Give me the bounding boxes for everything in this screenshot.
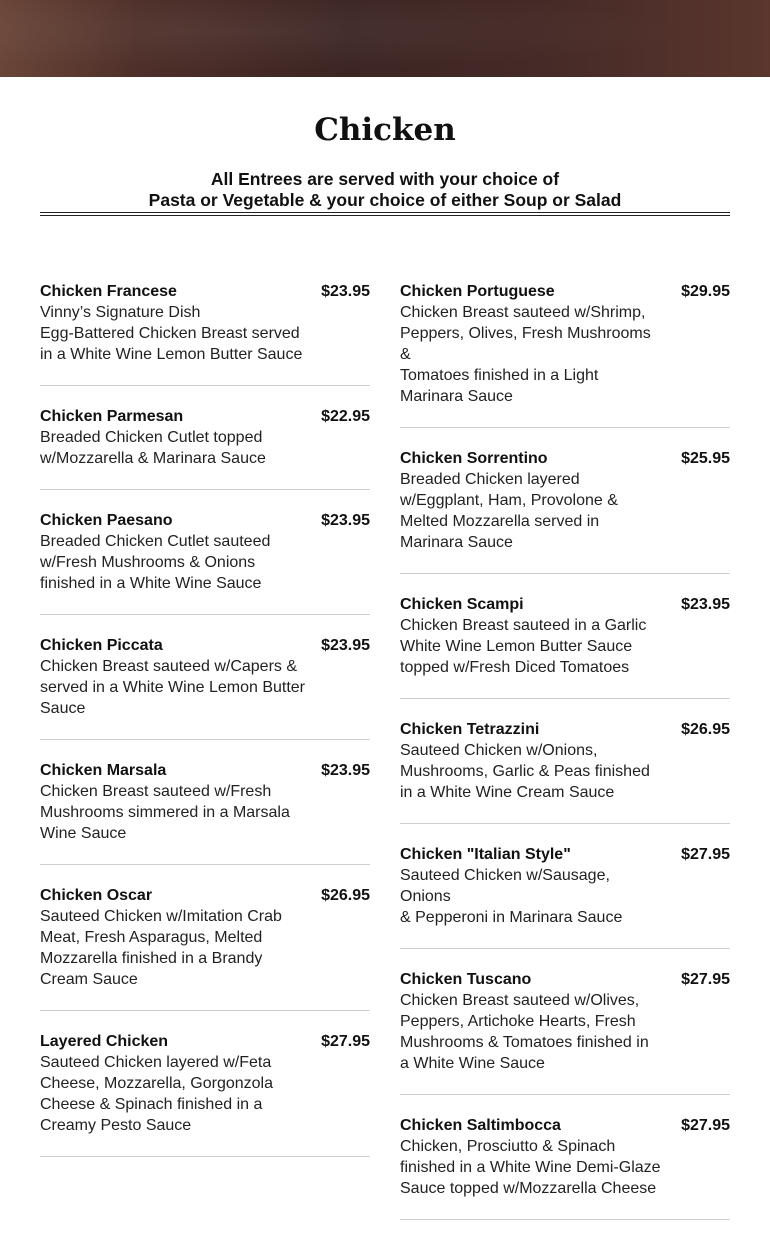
entree-note [40, 169, 730, 211]
menu-item-name: Chicken Piccata [40, 637, 163, 654]
menu-item-price: $29.95 [681, 283, 730, 300]
menu-column-right [400, 281, 730, 1240]
menu-item [40, 510, 370, 615]
menu-item-name: Chicken Tuscano [400, 971, 532, 988]
entree-note-line-2: Pasta or Vegetable & your choice of either Soup or Salad [148, 190, 622, 210]
menu-item-name: Chicken Oscar [40, 887, 153, 904]
menu-item-name: Chicken Francese [40, 283, 177, 300]
menu-item-name: Chicken Parmesan [40, 408, 184, 425]
menu-item-name: Chicken Tetrazzini [400, 721, 540, 738]
menu-item [40, 760, 370, 865]
menu-item-price: $23.95 [321, 637, 370, 654]
menu-item-description: Sauteed Chicken w/Sausage, Onions & Pepperoni in Marinara Sauce [400, 867, 623, 926]
page-title: Chicken [314, 112, 456, 148]
menu-item-description: Chicken Breast sauteed in a Garlic White Wine Lemon Butter Sauce topped w/Fresh Diced Tomatoes [400, 617, 647, 676]
menu-item-price: $23.95 [321, 762, 370, 779]
menu-item [400, 281, 730, 428]
menu-item-name: Chicken Marsala [40, 762, 167, 779]
menu-item [400, 969, 730, 1095]
header-divider [40, 212, 730, 216]
menu-item [400, 1115, 730, 1220]
menu-item [40, 635, 370, 740]
menu-item-name: Chicken Scampi [400, 596, 524, 613]
menu-item-name: Chicken Portuguese [400, 283, 555, 300]
menu-item-description: Chicken Breast sauteed w/Shrimp, Peppers, Olives, Fresh Mushrooms & Tomatoes finished in a Light Marinara Sauce [400, 304, 651, 405]
menu-item-description: Sauteed Chicken layered w/Feta Cheese, Mozzarella, Gorgonzola Cheese & Spinach finished in a Creamy Pesto Sauce [40, 1054, 274, 1134]
menu-item-price: $27.95 [681, 846, 730, 863]
menu-column-left [40, 281, 370, 1177]
menu-item-description: Sauteed Chicken w/Onions, Mushrooms, Garlic & Peas finished in a White Wine Cream Sauce [400, 742, 650, 801]
menu-item-description: Sauteed Chicken w/Imitation Crab Meat, Fresh Asparagus, Melted Mozzarella finished in a Brandy Cream Sauce [40, 908, 282, 988]
menu-item-description: Chicken Breast sauteed w/Fresh Mushrooms simmered in a Marsala Wine Sauce [40, 783, 290, 842]
menu-item-price: $26.95 [321, 887, 370, 904]
menu-item-description: Breaded Chicken Cutlet sauteed w/Fresh Mushrooms & Onions finished in a White Wine Sauce [40, 533, 271, 592]
menu-item-name: Chicken Paesano [40, 512, 173, 529]
menu-item-description: Breaded Chicken Cutlet topped w/Mozzarella & Marinara Sauce [40, 429, 266, 467]
menu-item [40, 281, 370, 386]
menu-item-name: Chicken Sorrentino [400, 450, 548, 467]
menu-item-price: $23.95 [321, 512, 370, 529]
menu-item [40, 1031, 370, 1157]
header-banner-image [0, 0, 770, 77]
menu-item-price: $25.95 [681, 450, 730, 467]
menu-item-price: $26.95 [681, 721, 730, 738]
menu-item-price: $22.95 [321, 408, 370, 425]
menu-item-price: $23.95 [681, 596, 730, 613]
menu-item-name: Chicken "Italian Style" [400, 846, 571, 863]
menu-item-name: Layered Chicken [40, 1033, 169, 1050]
menu-item [40, 406, 370, 490]
menu-item [400, 844, 730, 949]
menu-item-description: Chicken Breast sauteed w/Capers & served in a White Wine Lemon Butter Sauce [40, 658, 306, 717]
menu-item [400, 448, 730, 574]
menu-item-description: Chicken Breast sauteed w/Olives, Peppers, Artichoke Hearts, Fresh Mushrooms & Tomatoes finished in a White Wine Sauce [400, 992, 649, 1072]
menu-item-description: Chicken, Prosciutto & Spinach finished in a White Wine Demi-Glaze Sauce topped w/Mozzarella Cheese [400, 1138, 661, 1197]
entree-note-line-1: All Entrees are served with your choice of [210, 169, 560, 189]
menu-item [400, 594, 730, 699]
menu-item-price: $27.95 [681, 971, 730, 988]
menu-item-price: $27.95 [321, 1033, 370, 1050]
menu-item-price: $23.95 [321, 283, 370, 300]
menu-item-name: Chicken Saltimbocca [400, 1117, 561, 1134]
menu-item [40, 885, 370, 1011]
menu-item [400, 719, 730, 824]
menu-item-price: $27.95 [681, 1117, 730, 1134]
menu-item-description: Vinny’s Signature Dish Egg-Battered Chicken Breast served in a White Wine Lemon Butter Sauce [40, 304, 303, 363]
menu-item-description: Breaded Chicken layered w/Eggplant, Ham, Provolone & Melted Mozzarella served in Marinara Sauce [400, 471, 618, 551]
